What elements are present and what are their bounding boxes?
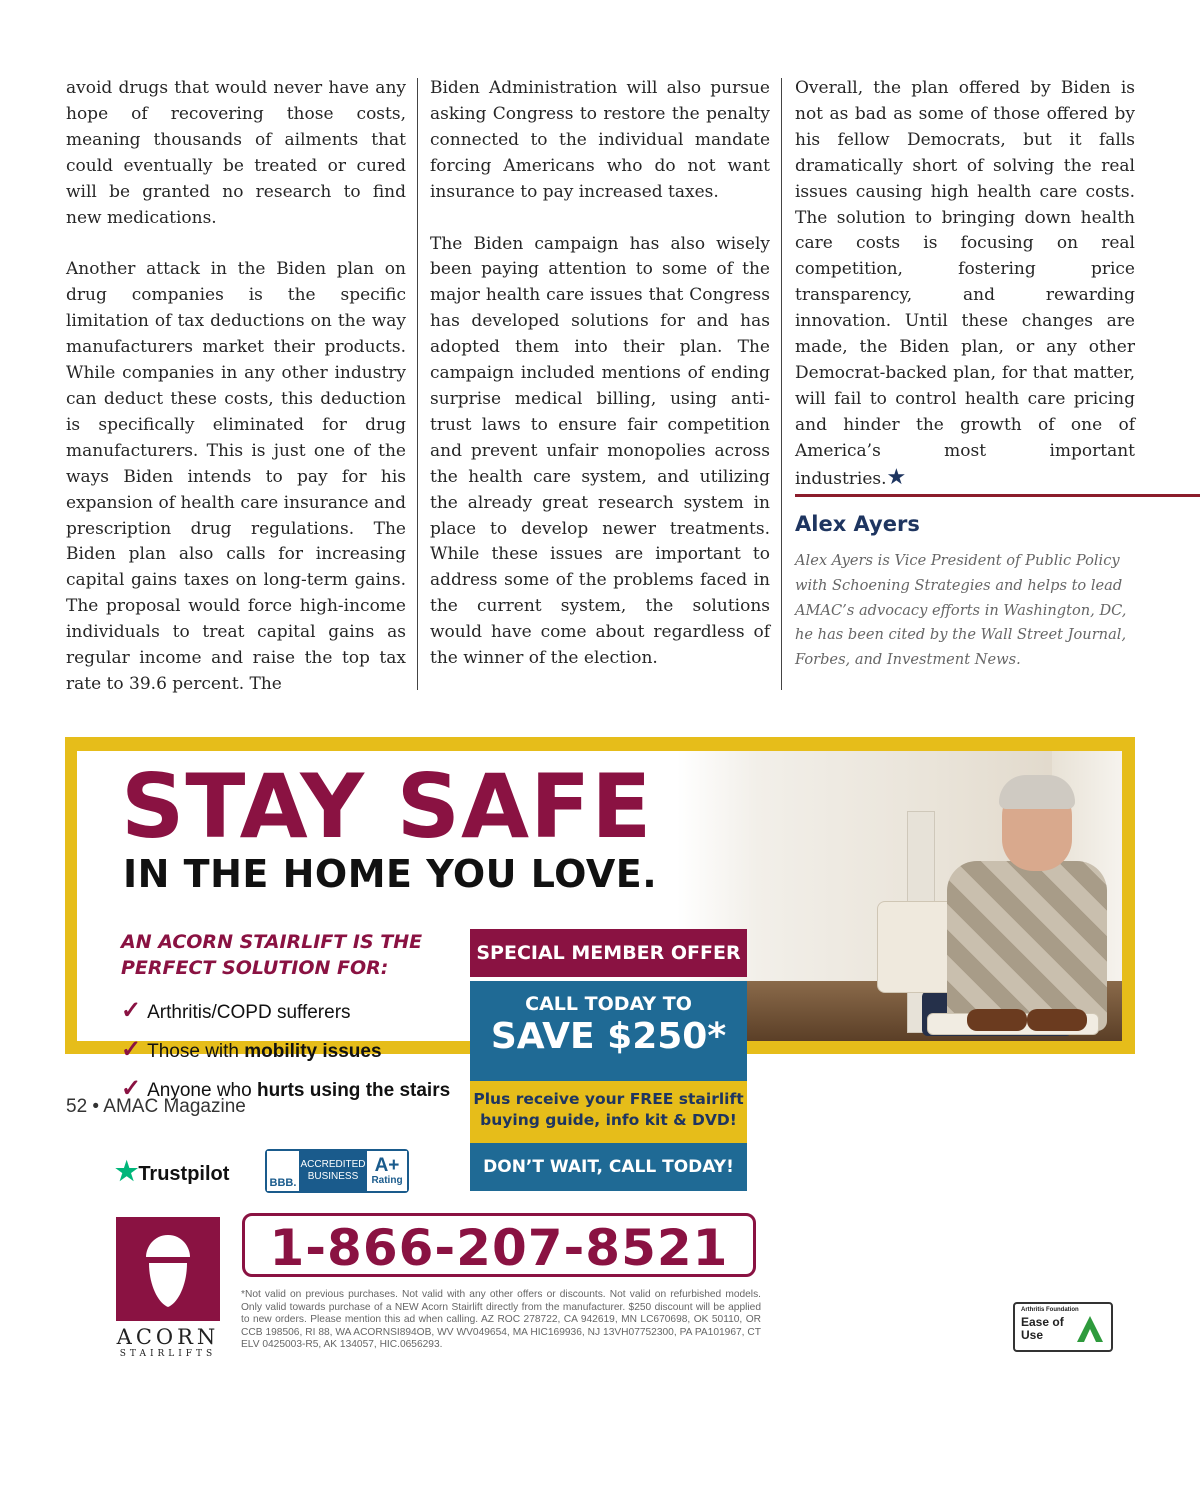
trustpilot-logo: ★Trustpilot <box>115 1156 230 1186</box>
acorn-icon <box>116 1217 220 1321</box>
bbb-logo-icon: BBB. <box>267 1151 299 1191</box>
benefit-item: ✓ Those with mobility issues <box>121 1036 382 1063</box>
benefit-list <box>121 991 450 1108</box>
benefit-item: ✓ Arthritis/COPD sufferers <box>121 997 351 1024</box>
special-offer-box <box>470 929 747 1191</box>
author-name: Alex Ayers <box>795 512 920 536</box>
disclaimer: *Not valid on previous purchases. Not valid with any other offers or discounts. Not valid on refurbished models. Only valid towards purchase of a NEW Acorn Stairlift directly from the manufacturer. $250 discount will be applied to new orders. Please mention this ad when calling. AZ ROC 278722, CA 942619, MN LC670698, OK 50110, OR CCB 198506, RI 88, WA ACORNSI894OB, WV WV049654, MA HIC169936, NJ 13VH07752300, PA PA101967, CT ELV 0425003-R5, AK 134057, HIC.0656293. <box>241 1289 761 1350</box>
trustpilot-star-icon: ★ <box>115 1156 139 1186</box>
article-column-1 <box>66 76 406 698</box>
paragraph: The Biden campaign has also wisely been paying attention to some of the major health care issues that Congress has developed solutions for and has adopted them into their plan. The campaign included mentions of ending surprise medical billing, using anti-trust laws to ensure fair competition and prevent unfair monopolies across the health care system, and utilizing the already great research system in place to develop newer treatments. While these issues are important to address some of the problems faced in the current system, the solutions would have come about regardless of the winner of the election. <box>430 233 770 669</box>
bbb-accredited: ACCREDITED BUSINESS <box>299 1151 367 1191</box>
page-footer: 52 • AMAC Magazine <box>66 1096 246 1117</box>
offer-bonus: Plus receive your FREE stairlift buying guide, info kit & DVD! <box>470 1081 747 1143</box>
paragraph-text: Overall, the plan offered by Biden is not as bad as some of those offered by his fellow Democrats, but it falls dramatically short of solving the real issues causing high health care costs. The solution to bringing down health care costs is focusing on real competition, fostering price transparency, and rewarding innovation. Until these changes are made, the Biden plan, or any other Democrat-backed plan, for that matter, will fail to control health care pricing and hinder the growth of one of America’s most important industries. <box>795 78 1135 489</box>
author-divider <box>795 494 1200 497</box>
article-column-3 <box>795 76 1135 493</box>
ad-headline: STAY SAFE <box>121 755 653 858</box>
paragraph <box>795 76 1135 493</box>
ad-lead: AN ACORN STAIRLIFT IS THE PERFECT SOLUTION FOR: <box>121 931 423 979</box>
end-star-icon: ★ <box>886 464 907 490</box>
offer-cta: DON’T WAIT, CALL TODAY! <box>470 1143 747 1191</box>
paragraph: Biden Administration will also pursue asking Congress to restore the penalty connected to the individual mandate forcing Americans who do not want insurance to pay increased taxes. <box>430 78 770 202</box>
column-divider <box>781 78 782 690</box>
ease-of-use-badge: Arthritis Foundation Ease of Use <box>1013 1302 1113 1352</box>
bbb-badge <box>265 1149 409 1193</box>
acorn-stairlifts-logo: ACORN STAIRLIFTS <box>113 1217 223 1359</box>
offer-title: SPECIAL MEMBER OFFER <box>470 929 747 977</box>
benefit-item: ✓ Anyone who hurts using the stairs <box>121 1075 451 1102</box>
bbb-rating: A+ Rating <box>367 1151 407 1191</box>
author-bio: Alex Ayers is Vice President of Public Policy with Schoening Strategies and helps to lead AMAC’s advocacy efforts in Washington, DC, he has been cited by the Wall Street Journal, Forbes, and Investment News. <box>795 552 1127 669</box>
checkmark-icon: ✓ <box>121 997 142 1024</box>
checkmark-icon: ✓ <box>121 1075 142 1102</box>
ad-subheadline: IN THE HOME YOU LOVE. <box>123 852 658 896</box>
offer-savings: CALL TODAY TO SAVE $250* <box>470 981 747 1081</box>
paragraph: avoid drugs that would never have any hope of recovering those costs, meaning thousands of ailments that could eventually be treated or cured will be granted no research to find new medications. <box>66 78 406 228</box>
checkmark-icon: ✓ <box>121 1036 142 1063</box>
article-column-2 <box>430 76 770 672</box>
paragraph: Another attack in the Biden plan on drug companies is the specific limitation of tax deductions on the way manufacturers market their products. While companies in any other industry can deduct these costs, this deduction is specifically eliminated for drug manufacturers. This is just one of the ways Biden intends to pay for his expansion of health care insurance and prescription drug regulations. The Biden plan also calls for increasing capital gains taxes on long-term gains. The proposal would force high-income individuals to treat capital gains as regular income and raise the top tax rate to 39.6 percent. The <box>66 259 406 694</box>
ease-of-use-icon <box>1075 1314 1105 1344</box>
phone-number[interactable]: 1-866-207-8521 <box>242 1213 756 1277</box>
column-divider <box>417 78 418 690</box>
